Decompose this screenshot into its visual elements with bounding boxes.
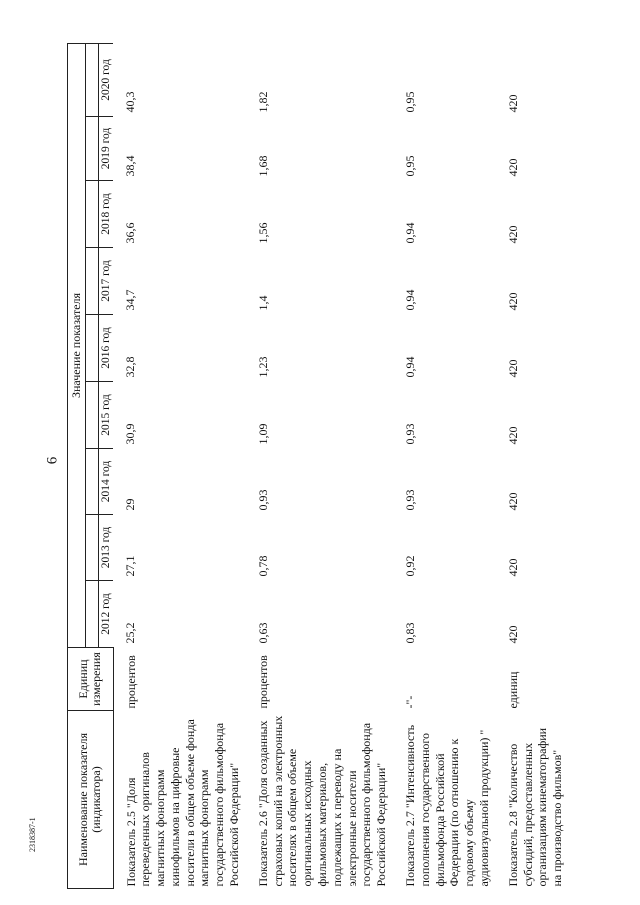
value-cell: 40,3 <box>123 91 137 113</box>
value-cell: 420 <box>505 426 520 445</box>
value-cell: 1,56 <box>255 222 270 244</box>
year-header-cell <box>86 117 99 181</box>
year-header-cell <box>86 515 99 581</box>
value-cell: 0,95 <box>403 91 418 113</box>
document-code: 2318387-1 <box>28 817 37 852</box>
column-header-unit: Единиц измерения <box>68 648 114 711</box>
value-cell: 420 <box>505 158 520 177</box>
value-cell: 0,93 <box>255 489 270 511</box>
value-cell: 38,4 <box>123 155 137 177</box>
value-cell: 0,78 <box>255 555 270 577</box>
table-body <box>113 43 569 888</box>
value-cell: 0,83 <box>403 622 418 644</box>
value-cell: 0,93 <box>403 489 418 511</box>
year-header-2019: 2019 год <box>99 117 114 181</box>
value-cell: 420 <box>505 558 520 577</box>
value-cell: 420 <box>505 94 520 113</box>
year-header-2016: 2016 год <box>99 315 114 382</box>
value-cell: 1,4 <box>255 295 270 311</box>
value-cell: 0,94 <box>403 289 418 311</box>
value-cell: 0,95 <box>403 155 418 177</box>
value-cell: 25,2 <box>123 622 137 644</box>
values-group-header: Значение показателя <box>68 43 86 647</box>
value-cell: 27,1 <box>123 555 137 577</box>
value-cell: 420 <box>505 492 520 511</box>
year-header-2017: 2017 год <box>99 248 114 315</box>
year-header-2020: 2020 год <box>99 43 114 116</box>
indicator-unit: единиц <box>505 671 520 709</box>
value-cell: 29 <box>123 498 137 511</box>
value-cell: 1,09 <box>255 423 270 445</box>
value-cell: 1,82 <box>255 91 270 113</box>
indicator-name: Показатель 2.7 "Интенсивность пополнения государственного фильмофонда Российской Федерации (по отношению к годовому объему аудиовизуальной продукции) " <box>403 724 492 887</box>
indicator-name: Показатель 2.6 "Доля созданных страховых копий на электронных носителях в общем объеме оригинальных исходных фильмовых материалов, подлежащих к переводу на электронные носители государственного фильмофонда Российской Федерации" <box>255 715 389 887</box>
indicator-unit: процентов <box>123 655 138 709</box>
year-header-2014: 2014 год <box>99 449 114 515</box>
year-header-cell <box>86 382 99 449</box>
year-header-cell <box>86 181 99 248</box>
value-cell: 420 <box>505 625 520 644</box>
year-header-cell <box>86 248 99 315</box>
indicator-name: Показатель 2.8 "Количество субсидий, предоставленных организациям кинематографии на производство фильмов" <box>505 727 565 887</box>
value-cell: 420 <box>505 359 520 378</box>
indicator-unit: -"- <box>403 695 418 709</box>
year-header-cell <box>86 581 99 648</box>
value-cell: 30,9 <box>123 423 137 445</box>
indicators-table <box>67 43 569 889</box>
page-number: 6 <box>44 456 61 465</box>
table-header <box>68 43 114 888</box>
value-cell: 34,7 <box>123 289 137 311</box>
year-header-2015: 2015 год <box>99 382 114 449</box>
value-cell: 0,93 <box>403 423 418 445</box>
table-row <box>496 43 569 888</box>
value-cell: 420 <box>505 225 520 244</box>
year-header-cell <box>86 43 99 116</box>
indicator-name: Показатель 2.5 "Доля переведенных оригиналов магнитных фонограмм кинофильмов на цифровые носители в общем объеме фонда магнитных фонограмм государственного фильмофонда Российской Федерации" <box>123 719 242 887</box>
table-row <box>113 43 246 888</box>
rotated-table-wrapper <box>67 44 565 889</box>
year-header-cell <box>86 315 99 382</box>
value-cell: 32,8 <box>123 356 137 378</box>
value-cell: 1,23 <box>255 356 270 378</box>
value-cell: 36,6 <box>123 222 137 244</box>
table-row <box>393 43 496 888</box>
year-header-2012: 2012 год <box>99 581 114 648</box>
year-header-2013: 2013 год <box>99 515 114 581</box>
table-row <box>246 43 393 888</box>
year-header-cell <box>86 449 99 515</box>
value-cell: 1,68 <box>255 155 270 177</box>
value-cell: 0,92 <box>403 555 418 577</box>
indicator-unit: процентов <box>255 655 270 709</box>
value-cell: 420 <box>505 292 520 311</box>
value-cell: 0,94 <box>403 222 418 244</box>
year-header-2018: 2018 год <box>99 181 114 248</box>
value-cell: 0,63 <box>255 622 270 644</box>
column-header-name: Наименование показателя (индикатора) <box>68 711 114 889</box>
value-cell: 0,94 <box>403 356 418 378</box>
